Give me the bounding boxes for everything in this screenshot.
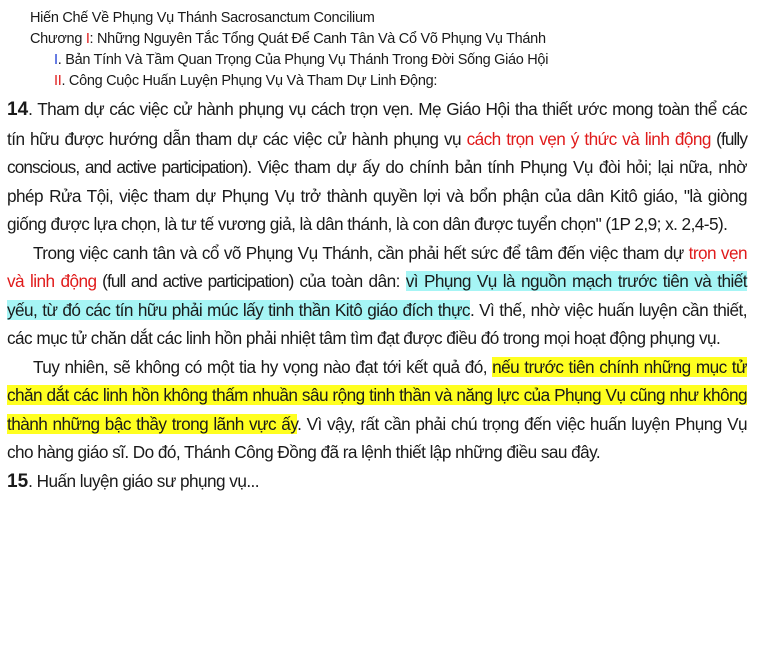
chapter-number: I <box>85 31 90 47</box>
chapter-prefix: Chương <box>30 31 86 47</box>
paragraph-15-text: . Huấn luyện giáo sư phụng vụ... <box>28 470 260 491</box>
section-2-title: . Công Cuộc Huấn Luyện Phụng Vụ Và Tham Dự Linh Động: <box>61 73 438 89</box>
outline-title-text: Hiến Chế Về Phụng Vụ Thánh Sacrosanctum Concilium <box>30 10 375 26</box>
outline-section-2 <box>30 71 548 92</box>
body-text <box>7 95 747 496</box>
paragraph-2-text-b: của toàn dân: <box>293 271 406 291</box>
outline-header <box>30 8 548 92</box>
chapter-title: : Những Nguyên Tắc Tổng Quát Để Canh Tân Và Cổ Võ Phụng Vụ Thánh <box>89 31 546 47</box>
paragraph-14-red-phrase: cách trọn vẹn ý thức và linh động <box>466 128 711 149</box>
section-1-title: . Bản Tính Và Tầm Quan Trọng Của Phụng Vụ Thánh Trong Đời Sống Giáo Hội <box>57 52 549 68</box>
paragraph-14-second <box>7 239 747 353</box>
paragraph-14-text-b: . Việc tham dự ấy do chính bản tính Phụng Vụ đòi hỏi; lại nữa, nhờ phép Rửa Tội, việc tham dự Phụng Vụ trở thành quyền lợi và bổn phận của dân Kitô giáo, "là giòng giống được lựa chọn, là tư tế vương giả, là dân thánh, là con dân được tuyển chọn" (1P 2,9; x. 2,4-5). <box>7 157 747 234</box>
section-2-number: II <box>54 73 62 89</box>
paragraph-2-text-a: Trong việc canh tân và cổ võ Phụng Vụ Thánh, cần phải hết sức để tâm đến việc tham dự <box>33 242 689 263</box>
paragraph-3-text-a: Tuy nhiên, sẽ không có một tia hy vọng nào đạt tới kết quả đó, <box>33 356 493 377</box>
paragraph-2-cyan-highlight: vì Phụng Vụ là nguồn mạch trước tiên và thiết yếu, từ đó các tín hữu phải múc lấy tinh thần Kitô giáo đích thực <box>7 271 747 320</box>
paragraph-2-english-note: (full and active participation) <box>96 271 294 291</box>
paragraph-15 <box>7 467 747 497</box>
outline-title <box>30 8 548 29</box>
paragraph-14-english-note: (fully conscious, and active participation) <box>7 128 748 177</box>
paragraph-14-text-a: . Tham dự các việc cử hành phụng vụ cách trọn vẹn. Mẹ Giáo Hội tha thiết ước mong toàn thể các tín hữu được hướng dẫn tham dự các việc cử hành phụng vụ <box>7 99 747 149</box>
paragraph-2-red-phrase: trọn vẹn và linh động <box>7 242 747 291</box>
outline-chapter <box>30 29 548 50</box>
paragraph-14-third <box>7 353 747 467</box>
paragraph-14-number: 14 <box>7 99 29 120</box>
paragraph-3-text-b: . Vì vậy, rất cần phải chú trọng đến việc huấn luyện Phụng Vụ cho hàng giáo sĩ. Do đó, Thánh Công Đồng đã ra lệnh thiết lập những điều sau đây. <box>7 413 748 462</box>
outline-section-1 <box>30 50 548 71</box>
paragraph-3-yellow-highlight: nếu trước tiên chính những mục tử chăn dắt các linh hồn không thấm nhuần sâu rộng tinh thần và năng lực của Phụng Vụ cũng như không thành những bậc thầy trong lãnh vực ấy <box>7 356 747 434</box>
section-1-number: I <box>54 52 58 68</box>
paragraph-14 <box>7 95 747 239</box>
paragraph-15-number: 15 <box>7 470 29 492</box>
paragraph-2-text-c: . Vì thế, nhờ việc huấn luyện cần thiết, các mục tử chăn dắt các linh hồn phải nhiệt tâm tìm đạt được điều đó trong mọi hoạt động phụng vụ. <box>7 299 747 348</box>
